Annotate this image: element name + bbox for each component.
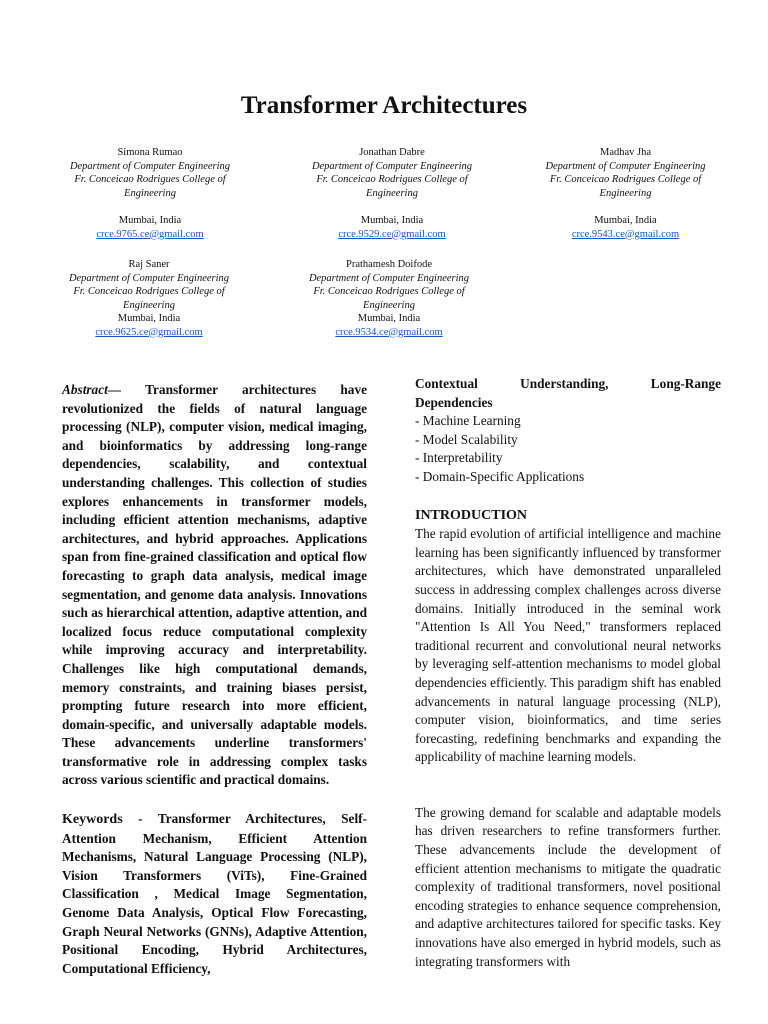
- keywords: [62, 810, 367, 978]
- author-city: Mumbai, India: [118, 215, 182, 226]
- left-column: [62, 381, 367, 978]
- spacer: [62, 790, 367, 810]
- author-block: [298, 258, 480, 339]
- author-department: Department of Computer Engineering: [311, 160, 473, 172]
- author-city: Mumbai, India: [360, 215, 424, 226]
- author-name: Jonathan Dabre: [359, 147, 425, 158]
- author-city: Mumbai, India: [357, 313, 421, 324]
- keyword-item: - Machine Learning: [415, 413, 521, 429]
- author-college: Fr. Conceicao Rodrigues College of Engineering: [316, 174, 468, 199]
- keyword-item: - Interpretability: [415, 450, 503, 466]
- abstract: [62, 381, 367, 790]
- introduction-heading: INTRODUCTION: [415, 507, 528, 523]
- author-city: Mumbai, India: [117, 313, 181, 324]
- author-email-link[interactable]: crce.9543.ce@gmail.com: [571, 228, 680, 240]
- author-block: [60, 146, 240, 241]
- author-department: Department of Computer Engineering: [69, 160, 231, 172]
- author-name: Madhav Jha: [599, 147, 652, 158]
- author-department: Department of Computer Engineering: [308, 272, 470, 284]
- author-name: Raj Saner: [128, 259, 170, 270]
- author-email-link[interactable]: crce.9529.ce@gmail.com: [338, 228, 446, 240]
- abstract-label: Abstract—: [62, 382, 122, 397]
- author-block: [58, 258, 240, 339]
- author-block: [302, 146, 482, 241]
- author-department: Department of Computer Engineering: [68, 272, 230, 284]
- keywords-continuation-text: Contextual Understanding, Long-Range Dependencies: [415, 376, 721, 410]
- author-name: Prathamesh Doifode: [345, 259, 433, 270]
- introduction-paragraph: The growing demand for scalable and adaptable models has driven researchers to refine transformers further. These advancements include the development of efficient attention mechanisms to mitigate the quadratic complexity of traditional transformers, novel positional encoding strategies to enhance sequence comprehension, and adaptive architectures tailored for specific tasks. Key innovations have also emerged in hybrid models, such as integrating transformers with: [415, 804, 721, 969]
- right-column: [415, 375, 721, 971]
- author-college: Fr. Conceicao Rodrigues College of Engineering: [549, 174, 702, 199]
- keywords-label: Keywords: [62, 812, 123, 828]
- author-email-link[interactable]: crce.9625.ce@gmail.com: [95, 326, 203, 338]
- author-college: Fr. Conceicao Rodrigues College of Engineering: [313, 286, 465, 311]
- abstract-text: Transformer architectures have revolutionized the fields of natural language processing (NLP), computer vision, medical imaging, and bioinformatics by addressing long-range dependencies, scalability, and contextual understanding challenges. This collection of studies explores enhancements in transformer models, including efficient attention mechanisms, adaptive architectures, and hybrid approaches. Applications span from fine-grained classification and optical flow forecasting to graph data analysis, medical image segmentation, and genome data analysis. Innovations such as hierarchical attention, adaptive attention, and localized focus reduce computational complexity while improving accuracy and interpretability. Challenges like high computational demands, memory constraints, and training biases persist, prompting future research into more efficient, domain-specific, and universally adaptable models. These advancements underline transformers' transformative role in addressing complex tasks across various scientific and practical domains.: [62, 382, 367, 788]
- author-department: Department of Computer Engineering: [545, 160, 706, 172]
- keywords-continuation: [415, 375, 721, 412]
- keyword-item: - Domain-Specific Applications: [415, 468, 585, 484]
- author-block: [533, 146, 718, 241]
- keyword-item: - Model Scalability: [415, 431, 518, 447]
- author-college: Fr. Conceicao Rodrigues College of Engineering: [73, 286, 225, 311]
- author-city: Mumbai, India: [594, 215, 657, 226]
- paper-title: Transformer Architectures: [240, 92, 528, 119]
- author-email-link[interactable]: crce.9765.ce@gmail.com: [96, 228, 204, 240]
- spacer: [415, 767, 721, 804]
- author-college: Fr. Conceicao Rodrigues College of Engineering: [74, 174, 226, 199]
- keywords-text: - Transformer Architectures, Self-Attention Mechanism, Efficient Attention Mechanisms, Natural Language Processing (NLP), Vision Transformers (ViTs), Fine-Grained Classification , Medical Image Segmentation, Genome Data Analysis, Optical Flow Forecasting, Graph Neural Networks (GNNs), Adaptive Attention, Positional Encoding, Hybrid Architectures, Computational Efficiency,: [62, 811, 367, 976]
- author-name: Simona Rumao: [117, 147, 183, 158]
- introduction-paragraph: The rapid evolution of artificial intelligence and machine learning has been significantly influenced by transformer architectures, which have demonstrated unparalleled success in addressing complex challenges across diverse domains. Initially introduced in the seminal work "Attention Is All You Need," transformers replaced traditional recurrent and convolutional neural networks by leveraging self-attention mechanisms to model global dependencies efficiently. This paradigm shift has enabled advancements in natural language processing (NLP), computer vision, bioinformatics, and time series forecasting, redefining benchmarks and expanding the applicability of machine learning models.: [415, 526, 721, 765]
- author-email-link[interactable]: crce.9534.ce@gmail.com: [335, 326, 443, 338]
